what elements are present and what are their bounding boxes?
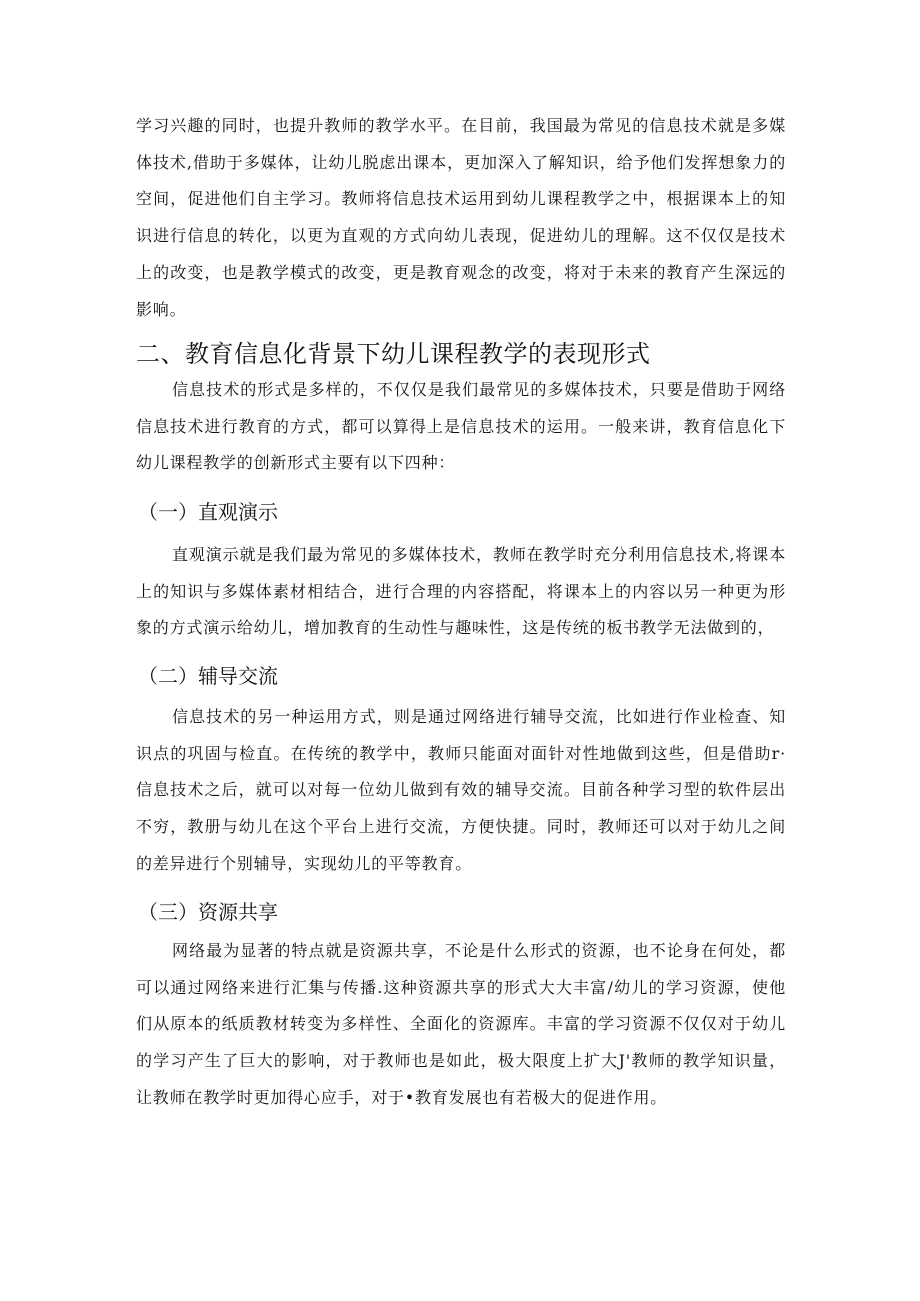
section-heading-2: 二、教育信息化背景下幼儿课程教学的表现形式 xyxy=(136,340,651,368)
subheading-visual-demo: （一）直观演示 xyxy=(138,500,278,524)
paragraph-intro-continued: 学习兴趣的同时，也提升教师的教学水平。在目前，我国最为常见的信息技术就是多媒体技术,借助于多媒体，让幼儿脱虑出课本，更加深入了解知识，给予他们发挥想象力的空间，促进他们自主学习。教师将信息技术运用到幼儿课程教学之中，根据课本上的知识进行信息的转化，以更为直观的方式向幼儿表现，促进幼儿的理解。这不仅仅是技术上的改变，也是教学模式的改变，更是教育观念的改变，将对于未来的教育产生深远的影响。 xyxy=(136,116,786,319)
paragraph-visual-demo: 直观演示就是我们最为常见的多媒体技术，教师在教学时充分利用信息技术,将课本上的知识与多媒体素材相结合，进行合理的内容搭配，将课本上的内容以另一种更为形象的方式演示给幼儿，增加教育的生动性与趣味性，这是传统的板书教学无法做到的， xyxy=(136,545,786,638)
paragraph-resource-sharing: 网络最为显著的特点就是资源共享，不论是什么形式的资源，也不论身在何处，都可以通过网络来进行汇集与传播.这种资源共享的形式大大丰富/幼儿的学习资源，使他们从原本的纸质教材转变为多样性、全面化的资源库。丰富的学习资源不仅仅对于幼儿的学习产生了巨大的影响，对于教师也是如此，极大限度上扩大J'教师的教学知识量，让教师在教学时更加得心应手，对于•教育发展也有若极大的促进作用。 xyxy=(136,941,786,1107)
paragraph-tutoring-exchange: 信息技术的另一种运用方式，则是通过网络进行辅导交流，比如进行作业检查、知识点的巩固与检直。在传统的教学中，教师只能面对面针对性地做到这些，但是借助r·信息技术之后，就可以对每一位幼儿做到有效的辅导交流。目前各种学习型的软件层出不穷，教册与幼儿在这个平台上进行交流，方便快捷。同时，教师还可以对于幼儿之间的差异进行个别辅导，实现幼儿的平等教育。 xyxy=(136,707,786,873)
subheading-tutoring-exchange: （二）辅导交流 xyxy=(138,664,278,688)
paragraph-section-2-intro: 信息技术的形式是多样的，不仅仅是我们最常见的多媒体技术，只要是借助于网络信息技术进行教育的方式，都可以算得上是信息技术的运用。一般来讲，教育信息化下幼儿课程教学的创新形式主要有以下四种： xyxy=(136,380,786,473)
subheading-resource-sharing: （三）资源共享 xyxy=(138,900,278,924)
